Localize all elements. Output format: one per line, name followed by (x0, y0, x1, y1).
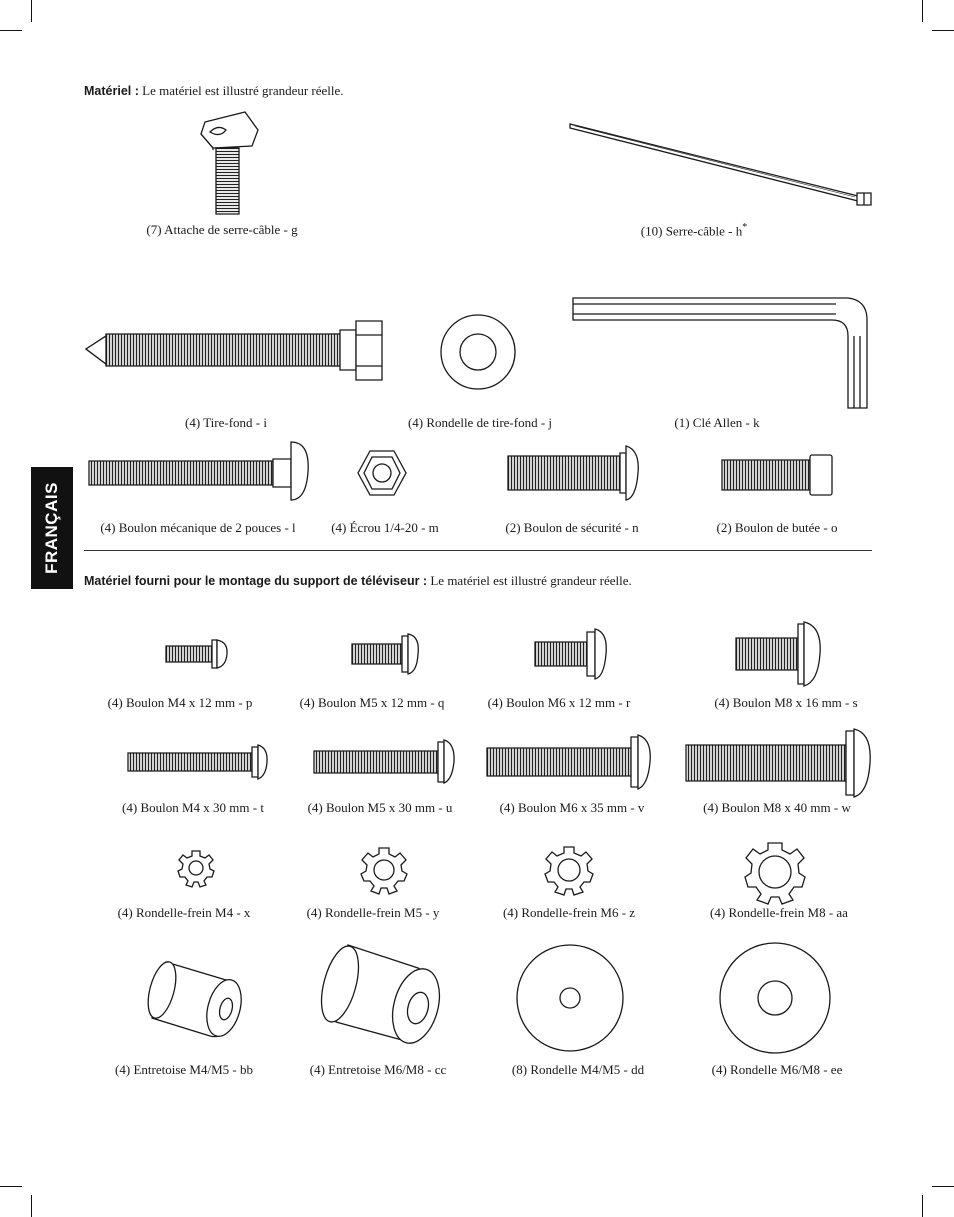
bolt-m5-12-illustration (352, 634, 418, 674)
hardware-title-bold: Matériel : (84, 84, 139, 98)
cable-tie-illustration (570, 124, 871, 205)
caption-g: (7) Attache de serre-câble - g (146, 222, 298, 237)
caption-x: (4) Rondelle-frein M4 - x (117, 905, 251, 920)
caption-r: (4) Boulon M6 x 12 mm - r (487, 695, 631, 710)
caption-ee: (4) Rondelle M6/M8 - ee (711, 1062, 843, 1077)
caption-cc: (4) Entretoise M6/M8 - cc (309, 1062, 447, 1077)
caption-s: (4) Boulon M8 x 16 mm - s (714, 695, 858, 710)
lag-bolt-illustration (86, 321, 382, 380)
lag-washer-illustration (441, 315, 515, 389)
bolt-m6-35-illustration (487, 735, 650, 789)
caption-l: (4) Boulon mécanique de 2 pouces - l (100, 520, 296, 535)
bolt-m8-16-illustration (736, 622, 820, 686)
caption-q: (4) Boulon M5 x 12 mm - q (299, 695, 445, 710)
cable-tie-anchor-illustration (201, 112, 258, 214)
lock-washer-m4-illustration (178, 851, 214, 887)
allen-key-illustration (573, 298, 867, 408)
hardware-title-text: Le matériel est illustré grandeur réelle. (138, 83, 344, 98)
lock-washer-m5-illustration (361, 848, 407, 894)
caption-t: (4) Boulon M4 x 30 mm - t (122, 800, 264, 815)
spacer-m4m5-illustration (143, 959, 247, 1040)
caption-p: (4) Boulon M4 x 12 mm - p (107, 695, 253, 710)
washer-m4m5-illustration (517, 945, 623, 1051)
stop-bolt-illustration (722, 455, 832, 495)
nut-illustration (358, 451, 406, 495)
caption-z: (4) Rondelle-frein M6 - z (502, 905, 636, 920)
spacer-m6m8-illustration (314, 942, 447, 1048)
caption-w: (4) Boulon M8 x 40 mm - w (703, 800, 851, 815)
caption-u: (4) Boulon M5 x 30 mm - u (307, 800, 453, 815)
machine-bolt-illustration (89, 442, 308, 500)
tv-hardware-title-text: Le matériel est illustré grandeur réelle. (427, 573, 632, 588)
lock-washer-m6-illustration (545, 847, 593, 895)
caption-o: (2) Boulon de butée - o (716, 520, 838, 535)
caption-h: (10) Serre-câble - h* (640, 222, 748, 239)
bolt-m8-40-illustration (686, 729, 870, 797)
caption-j: (4) Rondelle de tire-fond - j (407, 415, 553, 430)
bolt-m5-30-illustration (314, 740, 454, 783)
caption-v: (4) Boulon M6 x 35 mm - v (499, 800, 645, 815)
caption-n: (2) Boulon de sécurité - n (505, 520, 639, 535)
caption-k: (1) Clé Allen - k (674, 415, 760, 430)
bolt-m6-12-illustration (535, 629, 606, 679)
caption-bb: (4) Entretoise M4/M5 - bb (115, 1062, 253, 1077)
caption-i: (4) Tire-fond - i (185, 415, 267, 430)
footnote-mark: * (742, 222, 748, 233)
bolt-m4-12-illustration (166, 640, 227, 668)
caption-y: (4) Rondelle-frein M5 - y (306, 905, 440, 920)
caption-aa: (4) Rondelle-frein M8 - aa (710, 905, 848, 920)
lock-washer-m8-illustration (745, 843, 805, 904)
language-tab-label: FRANÇAIS (42, 482, 61, 574)
washer-m6m8-illustration (720, 943, 830, 1053)
bolt-m4-30-illustration (128, 745, 267, 779)
caption-m: (4) Écrou 1/4-20 - m (331, 520, 439, 535)
tv-hardware-title-bold: Matériel fourni pour le montage du support de téléviseur : (84, 574, 428, 588)
caption-dd: (8) Rondelle M4/M5 - dd (511, 1062, 645, 1077)
security-bolt-illustration (508, 446, 638, 500)
